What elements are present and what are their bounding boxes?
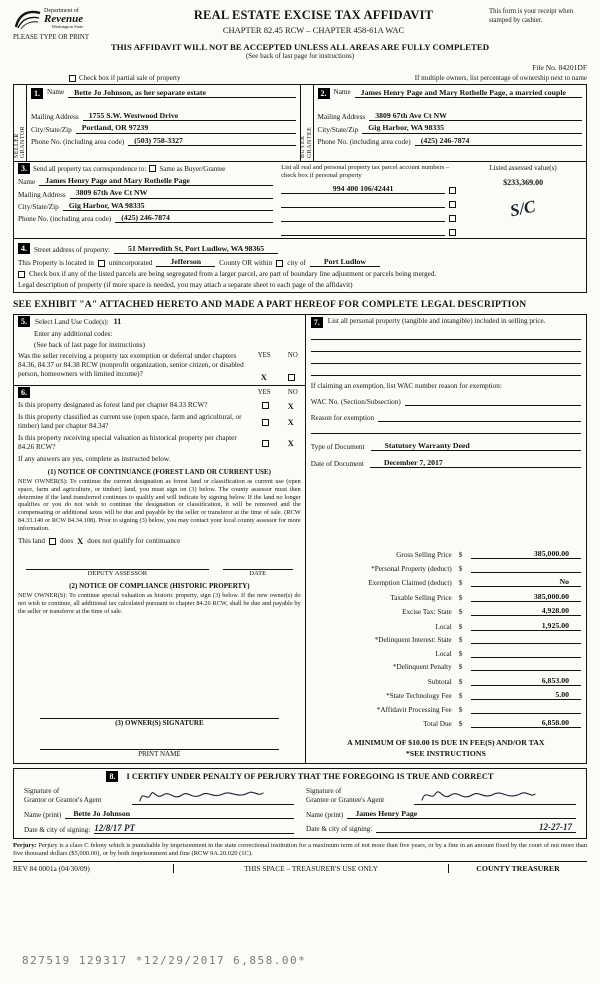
- corr-name-value: James Henry Page and Mary Rothelle Page: [39, 176, 273, 186]
- segregated-checkbox[interactable]: [18, 271, 25, 278]
- county-value: Jefferson: [156, 257, 215, 267]
- treasurer-space-label: THIS SPACE – TREASURER'S USE ONLY: [173, 864, 449, 873]
- buyer-box: [300, 85, 587, 161]
- cashier-receipt-stamp: 827519 129317 *12/29/2017 6,858.00*: [22, 954, 307, 967]
- same-as-buyer-label: Same as Buyer/Grantee: [159, 164, 226, 173]
- correspondence-section: [13, 162, 587, 239]
- city-of-checkbox[interactable]: [276, 260, 283, 267]
- no-header-6: NO: [287, 389, 298, 397]
- corr-phone-label: Phone No. (including area code): [18, 215, 112, 224]
- does-not-mark: X: [77, 536, 84, 547]
- reason-exemption-line: [378, 413, 581, 422]
- see-instructions-note: *SEE INSTRUCTIONS: [405, 748, 486, 758]
- grantor-date-label: Date & city of signing:: [24, 826, 91, 835]
- corr-address-value: 3809 67th Ave Ct NW: [70, 188, 273, 198]
- perjury-text: Perjury is a class C felony which is punishable by imprisonment in the state correctional institution for a maximum term of not more than five years, or by a fine in an amount fixed by the court of not more than five thousand dollars ($5,000.00), or by both imprisonment and fine (RCW 9A.20.020 (1C).: [13, 842, 587, 858]
- buyer-name-value: James Henry Page and Mary Rothelle Page, a married couple: [355, 88, 582, 98]
- gross-selling-price-value: 385,000.00: [471, 549, 581, 559]
- grantee-name-print-label: Name (print): [306, 811, 344, 820]
- current-use-yes-checkbox[interactable]: [262, 419, 269, 426]
- city-value: Port Ludlow: [310, 257, 380, 267]
- money-row: [311, 621, 581, 631]
- revenue-logo: [13, 8, 138, 30]
- dollar-sign: $: [458, 663, 463, 672]
- seller-side-word-1: SELLER: [13, 133, 20, 158]
- seller-side-label: [14, 85, 27, 161]
- property-address-section: [13, 239, 587, 293]
- exemption-question: Was the seller receiving a property tax exemption or deferral under chapters 84.36, 84.37 or 84.38 RCW (nonprofit organization, senior citizen, or disabled person, homeowners with limited income)?: [18, 352, 244, 379]
- partial-sale-checkbox[interactable]: [69, 75, 76, 82]
- receipt-note: This form is your receipt when stamped by cashier.: [489, 8, 573, 24]
- excise-tax-state-value: 4,928.00: [471, 606, 581, 616]
- corr-city-label: City/State/Zip: [18, 203, 59, 212]
- exemption-yes-mark: X: [260, 372, 267, 383]
- excise-tax-local-label: Local: [435, 622, 452, 631]
- partial-sale-row: [69, 74, 587, 82]
- seller-name-value: Bette Jo Johnson, as her separate estate: [68, 88, 295, 98]
- rev-number: REV 84 0001a (04/30/09): [13, 864, 90, 874]
- personal-property-line-4: [311, 364, 581, 376]
- section-4-number: 4.: [18, 243, 30, 254]
- money-row: [311, 564, 581, 573]
- notice-continuance-body: NEW OWNER(S): To continue the current designation as forest land or classification as current use (open space, farm and agriculture, or timber) land, you must sign on (3) below. The county assessor must then determine if the land transferred continues to qualify and will indicate by signing below. If the land no longer qualifies or you do not wish to continue the designation or classification, it will be removed and the compensating or additional taxes will be due and payable by the seller or transferor at the time of sale. (RCW 84.33.140 or RCW 84.34.108). Prior to signing (3) below, you may contact your local county assessor for more information.: [18, 478, 301, 532]
- historical-question: Is this property receiving special valuation as historical property per chapter 84.26 RCW?: [18, 434, 237, 452]
- county-treasurer-label: COUNTY TREASURER: [476, 864, 560, 874]
- grantee-sig-label-1: Signature of: [306, 787, 342, 796]
- total-due-label: Total Due: [423, 720, 452, 729]
- subtotal-label: Subtotal: [427, 677, 452, 686]
- personal-property-line-3: [311, 352, 581, 364]
- file-number: File No. 84201DF: [532, 63, 587, 72]
- logo-state-text: Washington State: [51, 24, 84, 29]
- corr-city-value: Gig Harbor, WA 98335: [63, 201, 273, 211]
- logo-dept-text: Department of: [44, 8, 79, 14]
- minimum-due-note: A MINIMUM OF $10.00 IS DUE IN FEE(S) AND/OR TAX: [347, 738, 545, 748]
- section-7-number: 7.: [311, 317, 323, 328]
- left-column: [13, 314, 306, 764]
- money-row: [311, 606, 581, 616]
- money-row: [311, 662, 581, 671]
- delinquent-interest-state-value: [471, 635, 581, 644]
- notice-compliance-title: (2) NOTICE OF COMPLIANCE (HISTORIC PROPERTY): [69, 582, 250, 591]
- notice-continuance-title: (1) NOTICE OF CONTINUANCE (FOREST LAND OR CURRENT USE): [47, 468, 271, 477]
- seller-address-label: Mailing Address: [31, 113, 79, 122]
- grantee-date-label: Date & city of signing:: [306, 825, 373, 834]
- see-back-instructions: (See back of last page for instructions): [34, 341, 145, 350]
- personal-property-checkbox-2[interactable]: [449, 201, 456, 208]
- grantee-sig-label-2: Grantee or Grantee's Agent: [306, 796, 385, 805]
- chapter-line: CHAPTER 82.45 RCW – CHAPTER 458-61A WAC: [222, 25, 405, 35]
- exemption-claimed-value: No: [471, 577, 581, 587]
- personal-property-deduct-label: *Personal Property (deduct): [371, 564, 452, 573]
- send-correspondence-label: Send all property tax correspondence to:: [33, 164, 147, 173]
- state-technology-fee-value: 5.00: [471, 690, 581, 700]
- tax-computation-section: [306, 314, 587, 764]
- dollar-sign: $: [458, 636, 463, 645]
- delinquent-penalty-label: *Delinquent Penalty: [392, 663, 452, 672]
- affidavit-processing-fee-label: *Affidavit Processing Fee: [376, 705, 452, 714]
- money-row: [311, 705, 581, 714]
- additional-codes-label: Enter any additional codes:: [34, 330, 113, 339]
- does-not-label: does not qualify for continuance: [87, 537, 181, 546]
- state-technology-fee-label: *State Technology Fee: [386, 692, 452, 701]
- certify-statement: I CERTIFY UNDER PENALTY OF PERJURY THAT THE FOREGOING IS TRUE AND CORRECT: [126, 772, 494, 782]
- deputy-date-line: [223, 561, 293, 570]
- affidavit-processing-fee-value: [471, 705, 581, 714]
- reason-exemption-label: Reason for exemption: [310, 414, 375, 423]
- historical-no-mark: X: [287, 438, 294, 449]
- seller-phone-value: (503) 758-3327: [128, 136, 295, 146]
- dollar-sign: $: [458, 649, 463, 658]
- does-label: does: [59, 537, 74, 546]
- dollar-sign: $: [458, 705, 463, 714]
- see-back-note: (See back of last page for instructions): [245, 52, 355, 60]
- perjury-paragraph: [13, 842, 587, 858]
- grantee-signature-line: [414, 785, 576, 805]
- same-as-buyer-checkbox[interactable]: [149, 165, 156, 172]
- form-title: REAL ESTATE EXCISE TAX AFFIDAVIT: [193, 8, 434, 22]
- excise-tax-state-label: Excise Tax: State: [402, 608, 452, 617]
- buyer-address-value: 3809 67th Ave Ct NW: [369, 111, 582, 121]
- current-use-no-mark: X: [287, 417, 294, 428]
- personal-property-deduct-value: [471, 564, 581, 573]
- taxable-selling-price-label: Taxable Selling Price: [390, 593, 452, 602]
- owners-signature-line: [40, 707, 279, 719]
- yes-header-6: YES: [257, 389, 271, 397]
- no-header-5: NO: [287, 352, 298, 360]
- parcel-header: List all real and personal property tax parcel account numbers – check box if personal property: [281, 164, 450, 179]
- forest-no-mark: X: [287, 400, 294, 411]
- money-row: [311, 649, 581, 658]
- seller-address-value: 1755 S.W. Westwood Drive: [83, 111, 296, 121]
- date-of-document-value: December 7, 2017: [370, 458, 581, 468]
- parcel-line-2: [281, 198, 445, 208]
- print-name-line: [40, 741, 279, 750]
- buyer-side-word-2: GRANTEE: [306, 126, 313, 158]
- parcel-line-3: [281, 212, 445, 222]
- assessed-value-header: Listed assessed value(s): [489, 164, 557, 172]
- seller-side-word-2: GRANTOR: [20, 125, 26, 158]
- date-of-document-label: Date of Document: [310, 460, 364, 469]
- money-row: [311, 676, 581, 686]
- buyer-address-label: Mailing Address: [317, 113, 366, 122]
- type-of-document-value: Statutory Warranty Deed: [371, 441, 581, 451]
- form-header: [13, 8, 587, 41]
- dollar-sign: $: [458, 593, 463, 602]
- logo-swoosh-icon: [13, 8, 41, 30]
- grantee-date-handwritten: 12-27-17: [539, 822, 572, 833]
- grantee-signature-block: [300, 785, 582, 834]
- land-use-label: Select Land Use Code(s):: [35, 317, 109, 326]
- street-address-label: Street address of property:: [34, 246, 111, 255]
- money-row: [311, 549, 581, 559]
- grantor-signature: [136, 786, 266, 806]
- subtotal-value: 6,853.00: [471, 676, 581, 686]
- section-8-number: 8.: [106, 771, 118, 782]
- excise-tax-local-value: 1,925.00: [471, 621, 581, 631]
- reason-extra-line: [311, 422, 581, 434]
- seller-phone-label: Phone No. (including area code): [31, 138, 125, 147]
- yes-header-5: YES: [257, 352, 271, 360]
- buyer-side-label: [301, 85, 314, 161]
- seller-city-label: City/State/Zip: [31, 125, 72, 134]
- dollar-sign: $: [458, 677, 463, 686]
- delinquent-interest-local-value: [471, 649, 581, 658]
- county-or-within-label: County OR within: [219, 259, 273, 268]
- land-use-code-value: 11: [113, 317, 122, 327]
- delinquent-interest-state-label: *Delinquent Interest: State: [374, 636, 452, 645]
- street-address-value: 51 Merredith St, Port Ludlow, WA 98365: [114, 244, 278, 254]
- dollar-sign: $: [458, 720, 463, 729]
- money-row: [311, 577, 581, 587]
- personal-property-checkbox-4[interactable]: [449, 229, 456, 236]
- dollar-sign: $: [458, 608, 463, 617]
- does-qualify-checkbox[interactable]: [49, 538, 56, 545]
- grantor-sig-label-1: Signature of: [24, 787, 60, 796]
- exhibit-a-line: SEE EXHIBIT "A" ATTACHED HERETO AND MADE A PART HEREOF FOR COMPLETE LEGAL DESCRIPTION: [13, 299, 527, 311]
- grantor-name-print-value: Bette Jo Johnson: [65, 809, 294, 819]
- wac-number-label: WAC No. (Section/Subsection): [310, 398, 401, 407]
- deputy-assessor-label: DEPUTY ASSESSOR: [87, 570, 148, 578]
- owners-signature-label: (3) OWNER(S) SIGNATURE: [115, 719, 204, 728]
- personal-property-label: List all personal property (tangible and intangible) included in selling price.: [327, 317, 546, 326]
- exemption-wac-note: If claiming an exemption, list WAC number reason for exemption:: [310, 382, 502, 391]
- type-of-document-label: Type of Document: [310, 443, 365, 452]
- section-5-number: 5.: [18, 316, 30, 327]
- this-land-label: This land: [18, 537, 45, 546]
- buyer-side-word-1: BUYER: [300, 135, 306, 158]
- segregated-label: Check box if any of the listed parcels are being segregated from a larger parcel, are part of boundary line adjustment or parcels being merged.: [29, 270, 437, 279]
- section-1-number: 1.: [31, 88, 43, 99]
- corr-phone-value: (425) 246-7874: [115, 213, 273, 223]
- section-2-number: 2.: [318, 88, 330, 99]
- buyer-phone-value: (425) 246-7874: [415, 136, 582, 146]
- parcel-line-4: [281, 226, 445, 236]
- legal-description-label: Legal description of property (if more space is needed, you may attach a separate sheet to each page of the affidavit): [18, 281, 353, 290]
- deputy-assessor-line: [26, 561, 209, 570]
- personal-property-checkbox-3[interactable]: [449, 215, 456, 222]
- assessed-value-1: $233,369.00: [503, 178, 544, 187]
- print-name-label: PRINT NAME: [138, 750, 181, 759]
- land-use-section: [14, 315, 305, 386]
- partial-sale-label: Check box if partial sale of property: [79, 74, 181, 82]
- grantor-sig-label-2: Grantor or Grantor's Agent: [24, 796, 102, 805]
- section-6-number: 6.: [18, 387, 30, 398]
- grantor-date-line: [94, 823, 294, 834]
- money-row: [311, 592, 581, 602]
- forest-land-question: Is this property designated as forest land per chapter 84.33 RCW?: [18, 401, 208, 410]
- delinquent-interest-local-label: Local: [435, 649, 452, 658]
- notice-compliance-body: NEW OWNER(S): To continue special valuation as historic property, sign (3) below. If the new owner(s) do not wish to continue, all additional tax calculated pursuant to chapter 84.26 RCW, shall be due and payable by the seller or transferor at the time of sale.: [18, 592, 301, 615]
- form-footer: [13, 861, 587, 876]
- unincorporated-checkbox[interactable]: [98, 260, 105, 267]
- buyer-city-value: Gig Harbor, WA 98335: [362, 123, 582, 133]
- money-rows: [311, 545, 581, 729]
- seller-name-label: Name: [47, 88, 65, 96]
- seller-city-value: Portland, OR 97239: [76, 123, 296, 133]
- grantee-name-print-value: James Henry Page: [347, 809, 576, 819]
- logo-revenue-text: Revenue: [44, 13, 84, 25]
- seller-box: [14, 85, 300, 161]
- continuance-section: [14, 386, 305, 763]
- dollar-sign: $: [458, 564, 463, 573]
- historical-yes-checkbox[interactable]: [262, 440, 269, 447]
- money-row: [311, 635, 581, 644]
- money-row: [311, 718, 581, 728]
- parcel-number-1: 994 400 106/42441: [281, 184, 445, 194]
- grantor-signature-line: [132, 785, 294, 805]
- money-row: [311, 690, 581, 700]
- deputy-date-label: DATE: [249, 570, 267, 578]
- gross-selling-price-label: Gross Selling Price: [396, 551, 452, 560]
- if-any-yes-note: If any answers are yes, complete as instructed below.: [18, 455, 171, 464]
- grantor-date-handwritten: 12/8/17 PT: [94, 823, 136, 834]
- section-3-number: 3.: [18, 163, 30, 174]
- city-of-label: city of: [287, 259, 306, 268]
- dollar-sign: $: [458, 622, 463, 631]
- delinquent-penalty-value: [471, 662, 581, 671]
- forest-yes-checkbox[interactable]: [262, 402, 269, 409]
- handwritten-sc: S/C: [508, 196, 538, 221]
- warning-line: THIS AFFIDAVIT WILL NOT BE ACCEPTED UNLESS ALL AREAS ARE FULLY COMPLETED: [110, 42, 490, 52]
- grantor-name-print-label: Name (print): [24, 811, 62, 820]
- taxable-selling-price-value: 385,000.00: [471, 592, 581, 602]
- grantee-signature: [418, 786, 538, 806]
- dollar-sign: $: [458, 551, 463, 560]
- please-type-note: PLEASE TYPE OR PRINT: [13, 34, 89, 41]
- buyer-name-label: Name: [333, 88, 351, 96]
- wac-number-line: [405, 397, 581, 406]
- buyer-phone-label: Phone No. (including area code): [317, 138, 411, 147]
- total-due-value: 6,858.00: [471, 718, 581, 728]
- grantee-date-line: [376, 823, 576, 833]
- grantor-signature-block: [18, 785, 300, 834]
- located-in-label: This Property is located in: [18, 259, 94, 268]
- personal-property-checkbox-1[interactable]: [449, 187, 456, 194]
- dollar-sign: $: [458, 692, 463, 701]
- corr-name-label: Name: [18, 178, 36, 187]
- certification-section: [13, 768, 587, 839]
- buyer-city-label: City/State/Zip: [317, 125, 359, 134]
- parties-section: [13, 84, 587, 162]
- dollar-sign: $: [458, 579, 463, 588]
- multiple-owners-note: If multiple owners, list percentage of ownership next to name: [414, 74, 587, 82]
- personal-property-line-1: [311, 328, 581, 340]
- exemption-claimed-label: Exemption Claimed (deduct): [368, 579, 452, 588]
- exemption-no-checkbox[interactable]: [288, 374, 295, 381]
- unincorporated-label: unincorporated: [108, 259, 153, 268]
- corr-address-label: Mailing Address: [18, 190, 66, 199]
- current-use-question: Is this property classified as current use (open space, farm and agricultural, or timber) land per chapter 84.34?: [18, 413, 242, 431]
- personal-property-line-2: [311, 340, 581, 352]
- perjury-label: Perjury:: [13, 842, 37, 850]
